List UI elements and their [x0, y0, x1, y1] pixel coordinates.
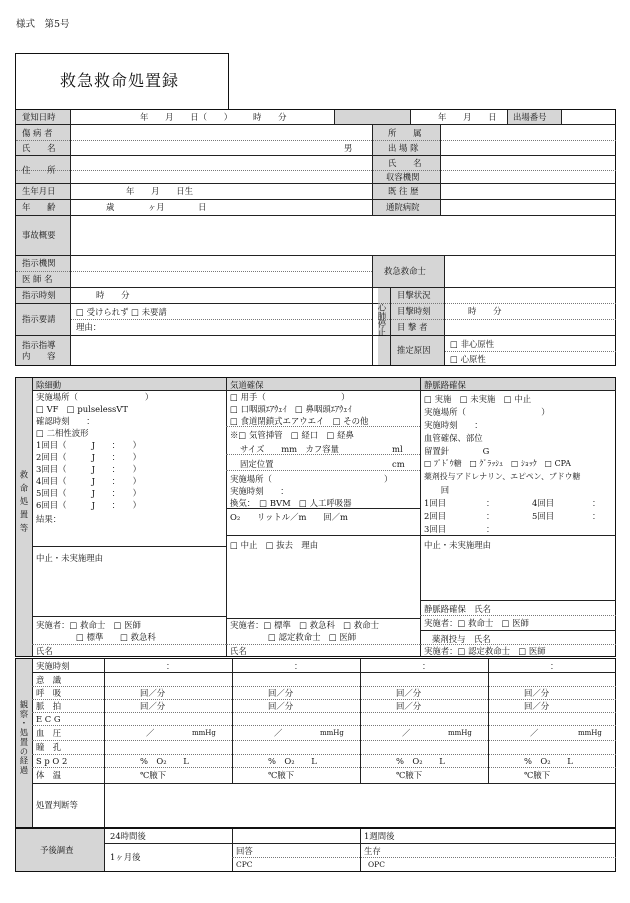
cause-option-2: □ 心原性 — [450, 354, 486, 364]
obs-pulse: 回／分 — [396, 701, 422, 711]
obs-bp-slash: ／ — [274, 728, 283, 738]
obs-bp-unit: mmHg — [578, 729, 602, 737]
iv-colon: ： — [486, 511, 495, 521]
iv-line: □ 実施 □ 未実施 □ 中止 — [424, 394, 532, 404]
observation-side-label: 観察・処置の経過 — [19, 700, 29, 776]
kyumeishi-label: 救急救命士 — [384, 266, 426, 276]
row-label-time: 実施時刻 — [36, 661, 70, 671]
obs-pulse: 回／分 — [268, 701, 294, 711]
obs-resp: 回／分 — [396, 688, 422, 698]
defib-line: □ VF □ pulselessVT — [36, 404, 128, 414]
shiji-jikoku-label: 指示時刻 — [22, 290, 56, 300]
shutsujo-label: 出 場 隊 — [388, 143, 419, 153]
ishi-label: 医 師 名 — [22, 274, 53, 284]
airway-vent: 換気： □ BVM □ 人工呼吸器 — [230, 498, 352, 508]
airway-line: ※□ 気管挿管 □ 経口 □ 経鼻 — [230, 430, 354, 440]
obs-colon: ： — [166, 661, 175, 671]
shiji-jikoku-value: 時 分 — [96, 290, 130, 300]
airway-header: 気道確保 — [230, 380, 264, 390]
defib-performer-1: 実施者：□ 救命士 □ 医師 — [36, 620, 141, 630]
shiji-shido-label-1: 指示指導 — [22, 340, 56, 350]
defib-line: 確認時刻 ： — [36, 416, 95, 426]
shozoku-label: 所 属 — [388, 128, 422, 138]
defib-performer-2: □ 標準 □ 救急科 — [76, 632, 156, 642]
iv-drug-name: 薬剤投与 氏名 — [432, 634, 491, 644]
shiji-kikan-label: 指示機関 — [22, 258, 56, 268]
airway-size-unit: ml — [392, 444, 403, 454]
obs-bp-slash: ／ — [530, 728, 539, 738]
shuyo-label: 収容機関 — [386, 172, 420, 182]
shiji-shido-label-2: 内 容 — [22, 351, 56, 361]
iv-colon: ： — [592, 498, 601, 508]
shinpai-label: 心肺停止 — [377, 303, 387, 337]
airway-line: □ 口咽頭ｴｱｳｪｲ □ 鼻咽頭ｴｱｳｪｲ — [230, 404, 352, 414]
airway-line: □ 食道閉鎖式エアウエイ □ その他 — [230, 416, 369, 426]
defib-header: 除細動 — [36, 380, 62, 390]
iv-line: 回 — [424, 485, 450, 495]
iv-line: 薬剤投与アドレナリン、エピペン、ブドウ糖 — [424, 472, 581, 481]
airway-time: 実施時刻 ： — [230, 486, 289, 496]
iv-line: 実施時刻 ： — [424, 420, 483, 430]
address-label: 住 所 — [22, 165, 56, 175]
defib-line: 5回目（ J ： ） — [36, 488, 141, 498]
followup-answer: 回答 — [236, 846, 253, 856]
mokugeki-jokyo-label: 目撃状況 — [397, 290, 431, 300]
cause-option-1: □ 非心原性 — [450, 339, 495, 349]
defib-line: 3回目（ J ： ） — [36, 464, 141, 474]
row-label-ecg: E C G — [36, 714, 61, 724]
age-value: 歳 ヶ月 日 — [106, 202, 207, 212]
followup-1week: 1週間後 — [364, 831, 395, 841]
airway-performer-2: □ 認定救命士 □ 医師 — [268, 632, 357, 642]
suitei-label: 推定原因 — [397, 345, 431, 355]
birth-label: 生年月日 — [22, 186, 56, 196]
mokugeki-sha-label: 目 撃 者 — [397, 322, 428, 332]
kiou-label: 既 往 歴 — [388, 186, 419, 196]
date-right: 年 月 日 — [438, 112, 497, 122]
defib-line: 1回目（ J ： ） — [36, 440, 141, 450]
obs-bp-slash: ／ — [402, 728, 411, 738]
defib-line: 2回目（ J ： ） — [36, 452, 141, 462]
row-label-spo2: S p O 2 — [36, 756, 68, 766]
defib-line: 6回目（ J ： ） — [36, 500, 141, 510]
defib-stop-reason: 中止・未実施理由 — [36, 553, 103, 563]
dispatch-number-label: 出場番号 — [513, 112, 547, 122]
form-number: 様式 第5号 — [16, 19, 70, 30]
iv-performer-2: 実施者：□ 認定救命士 □ 医師 — [424, 646, 546, 656]
shiji-yosei-label: 指示要請 — [22, 314, 56, 324]
tsuin-label: 通院病院 — [386, 202, 420, 212]
iv-line: 血管確保、部位 — [424, 433, 483, 443]
page-title: 救急救命処置録 — [60, 71, 180, 90]
observation-section — [15, 658, 616, 828]
followup-label: 予後調査 — [40, 845, 74, 855]
iv-dose-3: 3回目 — [424, 524, 447, 534]
row-label-pulse: 脈 拍 — [36, 701, 62, 711]
iv-performer-1: 実施者：□ 救命士 □ 医師 — [424, 618, 529, 628]
male-option: 男 — [344, 143, 353, 153]
obs-resp: 回／分 — [268, 688, 294, 698]
obs-spo2: % O₂ L — [140, 756, 189, 766]
obs-temp: ℃腋下 — [140, 770, 167, 780]
birth-value: 年 月 日生 — [126, 186, 193, 196]
followup-cpc: CPC — [236, 860, 253, 869]
kakuchi-label: 覚知日時 — [22, 112, 56, 122]
obs-pulse: 回／分 — [140, 701, 166, 711]
accident-label: 事故概要 — [22, 230, 56, 240]
patient-label: 傷 病 者 — [22, 128, 53, 138]
airway-o2: O₂ リットル／m 回／m — [230, 512, 348, 522]
followup-opc: OPC — [368, 860, 385, 869]
treatment-side-label: 救命処置等 — [19, 470, 29, 537]
obs-colon: ： — [550, 661, 559, 671]
row-label-bp: 血 圧 — [36, 728, 62, 738]
airway-place: 実施場所（ — [230, 474, 272, 484]
obs-colon: ： — [294, 661, 303, 671]
iv-header: 静脈路確保 — [424, 380, 466, 390]
obs-pulse: 回／分 — [524, 701, 550, 711]
iv-dose-5: 5回目 — [532, 511, 555, 521]
obs-spo2: % O₂ L — [268, 756, 317, 766]
iv-name: 静脈路確保 氏名 — [424, 604, 491, 614]
name-label: 氏 名 — [22, 143, 56, 153]
iv-colon: ： — [486, 498, 495, 508]
obs-bp-unit: mmHg — [448, 729, 472, 737]
airway-line: □ 用手（ ） — [230, 392, 350, 402]
info-section — [15, 109, 616, 366]
obs-bp-unit: mmHg — [320, 729, 344, 737]
followup-alive: 生存 — [364, 846, 381, 856]
mokugeki-jikoku-label: 目撃時刻 — [397, 306, 431, 316]
airway-place-end: ） — [384, 474, 393, 484]
airway-performer-1: 実施者：□ 標準 □ 救急科 □ 救命士 — [230, 620, 379, 630]
mokugeki-jikoku-value: 時 分 — [468, 306, 502, 316]
row-label-consciousness: 意 識 — [36, 675, 62, 685]
defib-line: 4回目（ J ： ） — [36, 476, 141, 486]
iv-line: □ ﾌﾞﾄﾞｳ糖 □ ｸﾞﾗｯｼｭ □ ｼｮｯｸ □ CPA — [424, 459, 571, 468]
obs-spo2: % O₂ L — [396, 756, 445, 766]
iv-dose-4: 4回目 — [532, 498, 555, 508]
row-label-temp: 体 温 — [36, 770, 62, 780]
iv-dose-1: 1回目 — [424, 498, 447, 508]
kakuchi-value: 年 月 日（ ） 時 分 — [140, 112, 287, 122]
followup-section — [15, 828, 616, 872]
obs-resp: 回／分 — [524, 688, 550, 698]
defib-name: 氏名 — [36, 646, 53, 656]
airway-name: 氏名 — [230, 646, 247, 656]
iv-colon: ： — [592, 511, 601, 521]
iv-dose-2: 2回目 — [424, 511, 447, 521]
riyu-label: 理由： — [76, 322, 102, 332]
iv-colon: ： — [486, 524, 495, 534]
obs-temp: ℃腋下 — [268, 770, 295, 780]
airway-fix: 固定位置 — [240, 459, 274, 469]
defib-line: 結果： — [36, 514, 62, 524]
obs-temp: ℃腋下 — [396, 770, 423, 780]
judgment-label: 処置判断等 — [36, 800, 78, 810]
obs-resp: 回／分 — [140, 688, 166, 698]
obs-bp-unit: mmHg — [192, 729, 216, 737]
followup-1month: 1ヶ月後 — [110, 852, 141, 862]
shimei-label: 氏 名 — [388, 158, 422, 168]
iv-line: 実施場所（ ） — [424, 407, 550, 417]
obs-spo2: % O₂ L — [524, 756, 573, 766]
obs-colon: ： — [422, 661, 431, 671]
row-label-respiration: 呼 吸 — [36, 688, 62, 698]
defib-line: □ 二相性波形 — [36, 428, 89, 438]
row-label-pupil: 瞳 孔 — [36, 742, 62, 752]
obs-bp-slash: ／ — [146, 728, 155, 738]
obs-temp: ℃腋下 — [524, 770, 551, 780]
iv-line: 留置針 G — [424, 446, 490, 456]
airway-size: サイズ mm カフ容量 — [240, 444, 339, 454]
yosei-options: □ 受けられず □ 未要請 — [76, 307, 167, 317]
age-label: 年 齢 — [22, 202, 56, 212]
airway-stop: □ 中止 □ 抜去 理由 — [230, 540, 319, 550]
airway-fix-unit: cm — [392, 459, 405, 469]
iv-stop-reason: 中止・未実施理由 — [424, 540, 491, 550]
followup-24h: 24時間後 — [110, 831, 146, 841]
defib-line: 実施場所（ ） — [36, 392, 154, 402]
